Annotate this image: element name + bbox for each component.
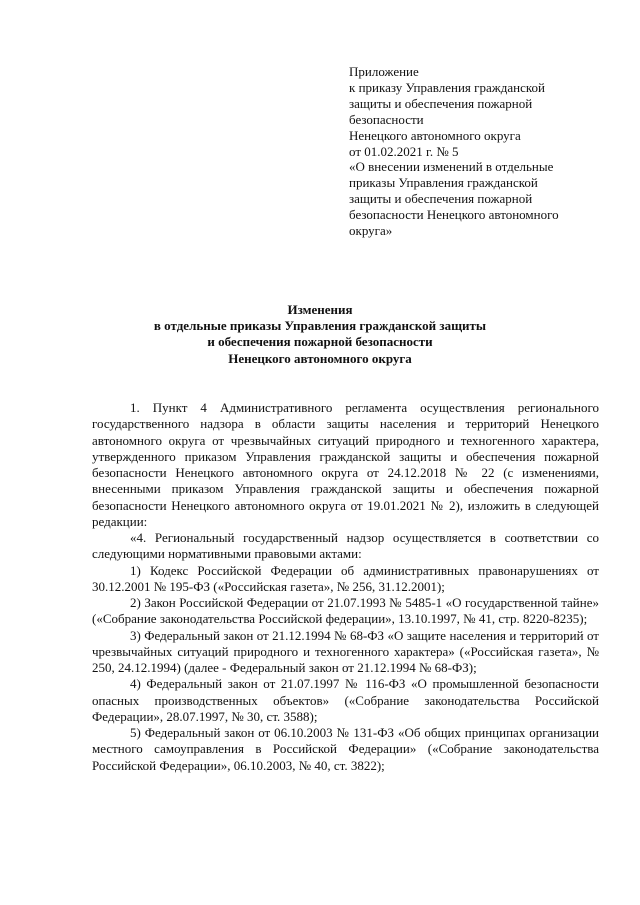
paragraph-7: 5) Федеральный закон от 06.10.2003 № 131-ФЗ «Об общих принципах организации местного самоуправления в Российской Федерации» («Собрание законодательства Российской Федерации», 06.10.2003, № 40, ст. 3822); [92,725,599,773]
appendix-line: Приложение [349,64,419,79]
appendix-line: безопасности [349,111,424,127]
appendix-line: защиты и обеспечения пожарной [349,191,533,207]
appendix-line: от 01.02.2021 г. № 5 [349,143,459,159]
title-line: в отдельные приказы Управления гражданской защиты [153,318,487,334]
appendix-line: Ненецкого автономного округа [349,127,521,143]
appendix-line: защиты и обеспечения пожарной [349,95,533,111]
paragraph-2: «4. Региональный государственный надзор осуществляется в соответствии со следующими нормативными правовыми актами: [92,530,599,562]
appendix-line: приказы Управления гражданской [349,175,538,191]
appendix-line: безопасности Ненецкого автономного [349,207,559,223]
paragraph-1: 1. Пункт 4 Административного регламента осуществления регионального государственного надзора в области защиты населения и территорий Ненецкого автономного округа от чрезвычайных ситуаций природного и техногенного характера, утвержденного приказом Управления гражданской защиты и обеспечения пожарной безопасности Ненецкого автономного округа от 24.12.2018 № 22 (с изменениями, внесенными приказом Управления гражданской защиты и обеспечения пожарной безопасности Ненецкого автономного округа от 19.01.2021 № 2), изложить в следующей редакции: [92,400,599,529]
appendix-header [349,64,599,239]
appendix-line: к приказу Управления гражданской [349,79,545,95]
document-title [0,302,640,367]
paragraph-6: 4) Федеральный закон от 21.07.1997 № 116-ФЗ «О промышленной безопасности опасных производственных объектов» («Собрание законодательства Российской Федерации», 28.07.1997, № 30, ст. 3588); [92,676,599,724]
paragraph-3: 1) Кодекс Российской Федерации об административных правонарушениях от 30.12.2001 № 195-ФЗ («Российская газета», № 256, 31.12.2001); [92,562,599,594]
title-line: Ненецкого автономного округа [228,350,412,366]
paragraph-4: 2) Закон Российской Федерации от 21.07.1993 № 5485-1 «О государственной тайне» («Собрание законодательства Российской федерации», 13.10.1997, № 41, стр. 8220-8235); [92,595,599,627]
paragraph-5: 3) Федеральный закон от 21.12.1994 № 68-ФЗ «О защите населения и территорий от чрезвычайных ситуаций природного и техногенного характера» («Российская газета», № 250, 24.12.1994) (далее - Федеральный закон от 21.12.1994 № 68-ФЗ); [92,627,599,675]
title-line: Изменения [287,302,353,317]
appendix-line: округа» [349,223,393,239]
document-body [92,400,599,774]
title-line: и обеспечения пожарной безопасности [207,334,433,350]
appendix-line: «О внесении изменений в отдельные [349,159,554,175]
